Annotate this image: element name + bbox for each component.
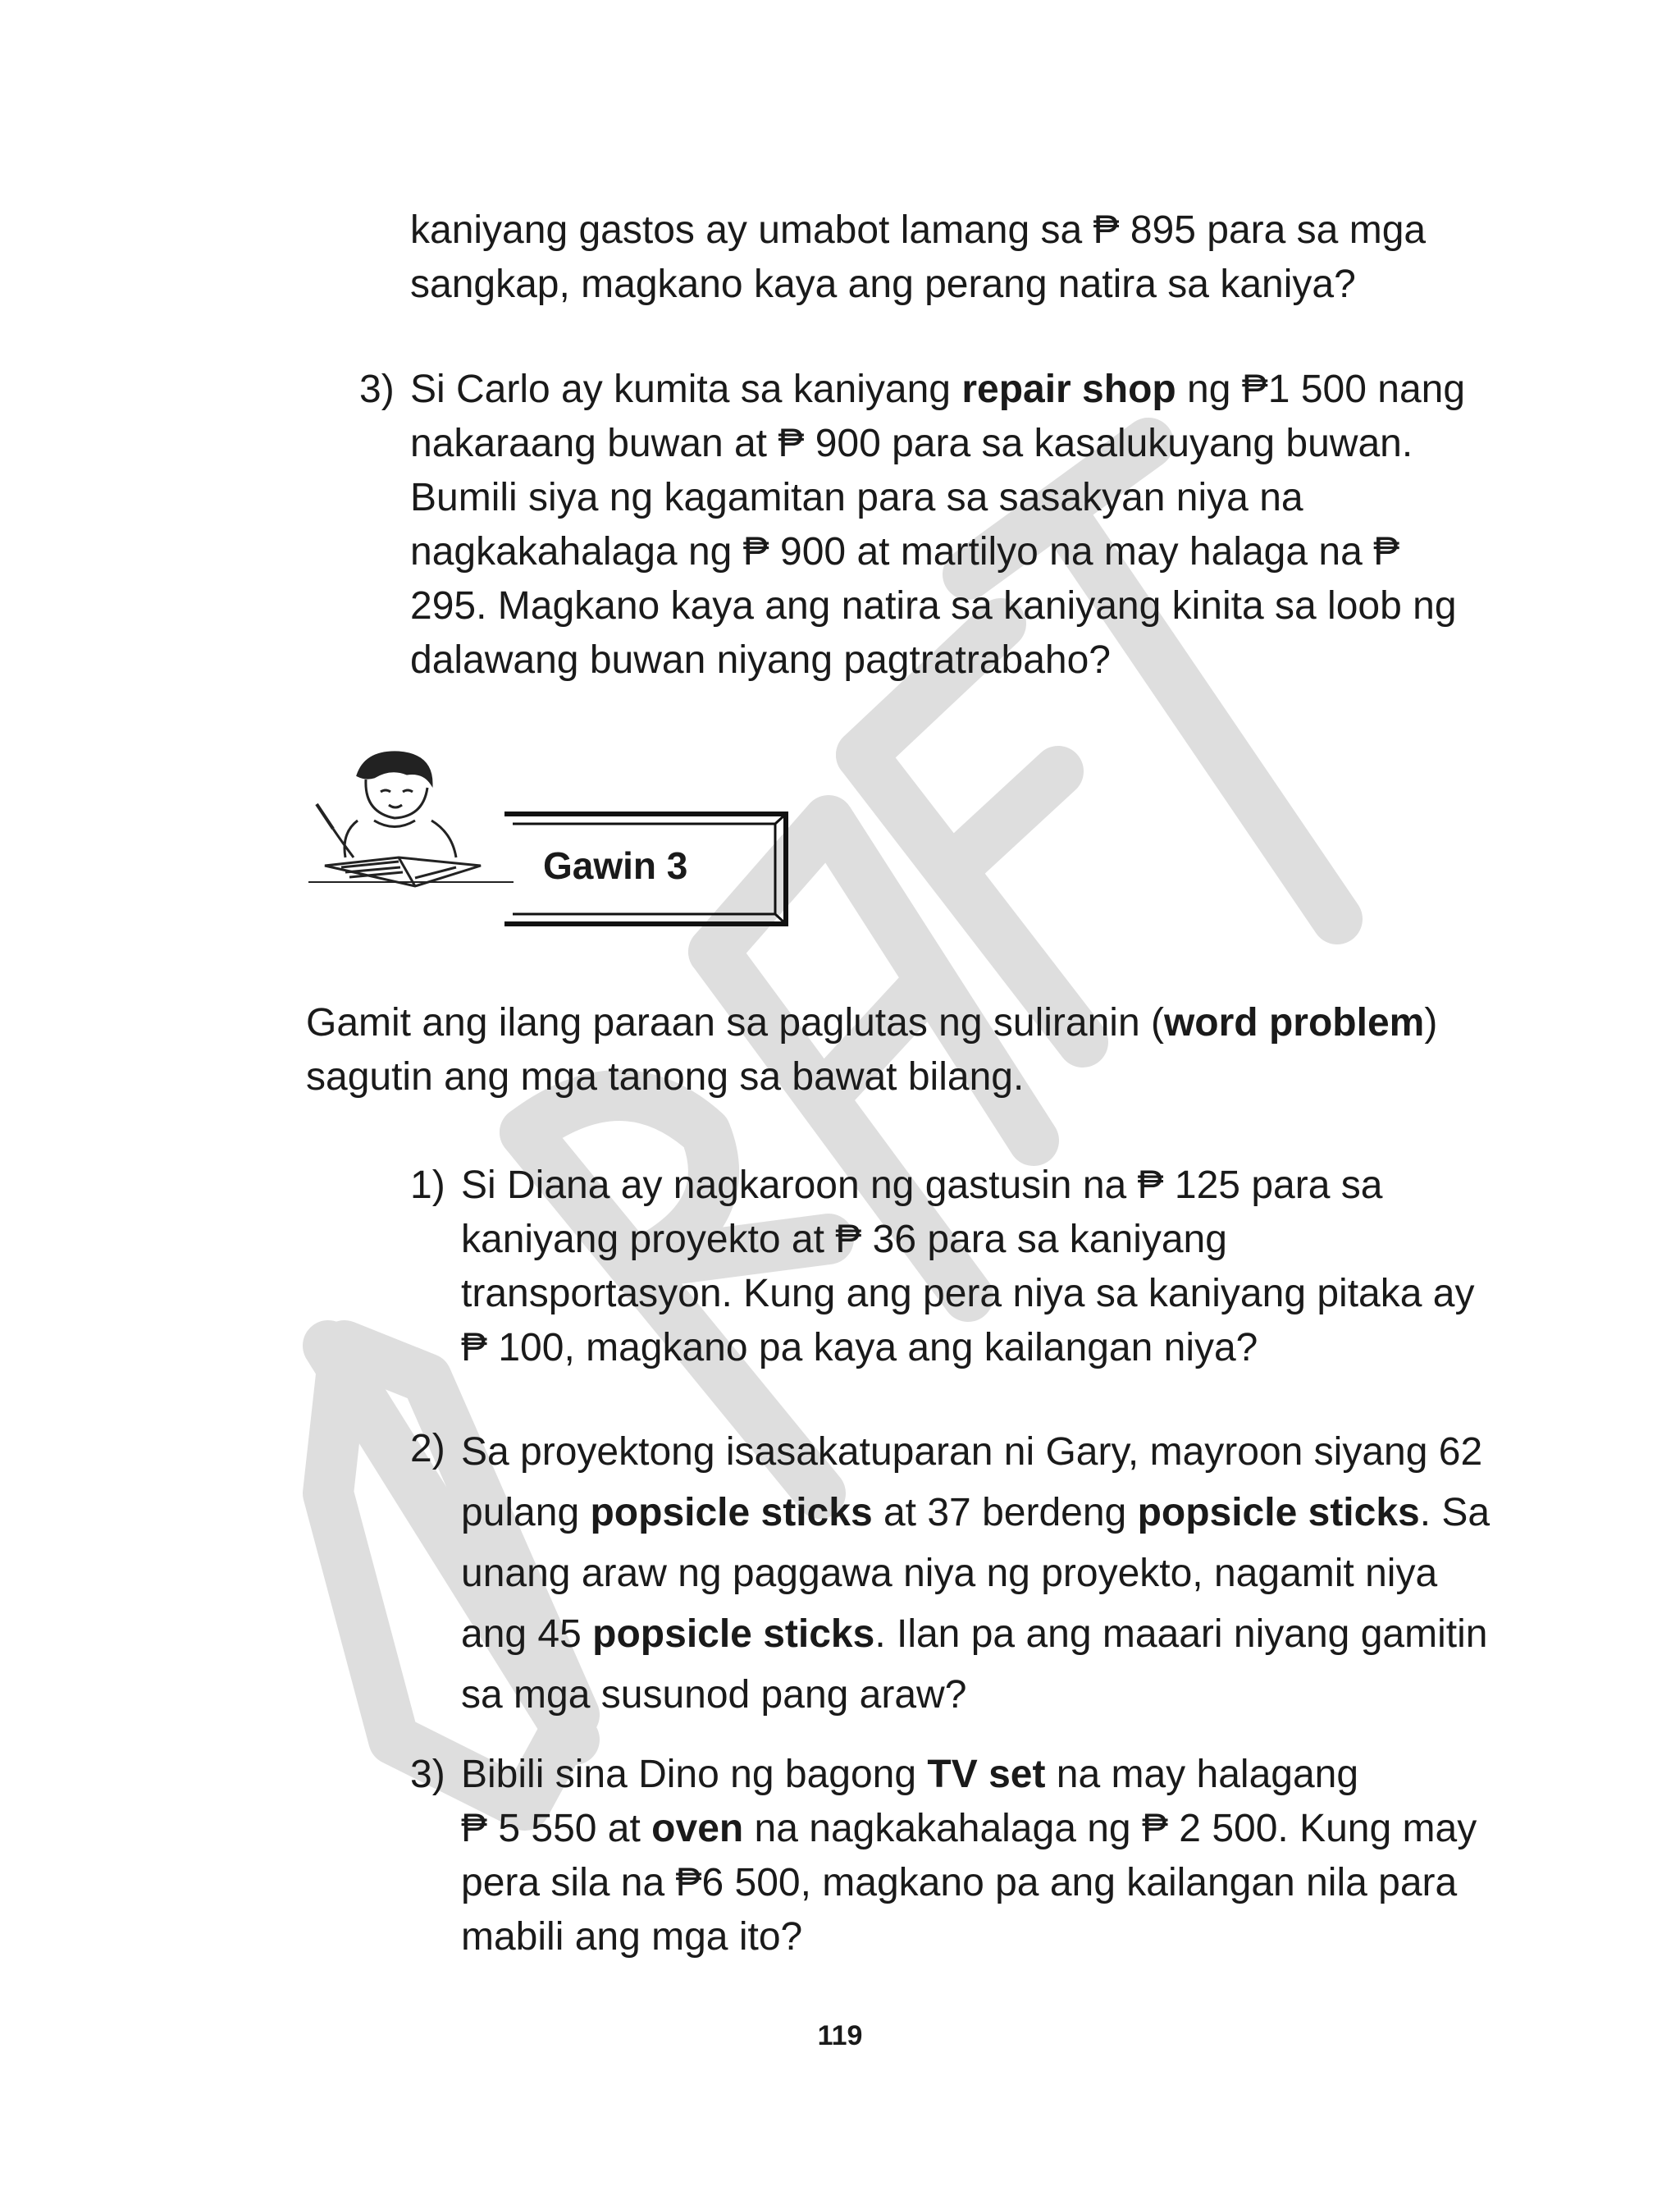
text-line: ang 45 popsicle sticks. Ilan pa ang maaari niyang gamitin — [461, 1612, 1488, 1656]
item-number: 3) — [359, 368, 395, 411]
item-number: 3) — [410, 1753, 445, 1796]
page-number: 119 — [817, 2020, 863, 2051]
text-line: nagkakahalaga ng ₱ 900 at martilyo na may halaga na ₱ — [410, 530, 1400, 574]
bold-term: popsicle sticks — [590, 1491, 873, 1534]
text-line: ₱ 100, magkano pa kaya ang kailangan niya? — [461, 1326, 1258, 1369]
text-line: Bibili sina Dino ng bagong TV set na may halagang — [461, 1753, 1359, 1796]
text-line: Si Diana ay nagkaroon ng gastusin na ₱ 125 para sa — [461, 1164, 1383, 1207]
bold-term: TV set — [927, 1753, 1046, 1796]
bold-term: popsicle sticks — [1137, 1491, 1420, 1534]
word-problem-dino — [461, 1748, 1477, 1964]
text-line: nakaraang buwan at ₱ 900 para sa kasalukuyang buwan. — [410, 422, 1413, 465]
text-line: kaniyang proyekto at ₱ 36 para sa kaniyang — [461, 1218, 1227, 1261]
text-line: pulang popsicle sticks at 37 berdeng popsicle sticks. Sa — [461, 1491, 1491, 1534]
text-line: dalawang buwan niyang pagtratrabaho? — [410, 638, 1111, 682]
item-number: 1) — [410, 1164, 445, 1207]
bold-term: popsicle sticks — [592, 1612, 875, 1656]
word-problem-gary — [461, 1422, 1490, 1726]
text-line: sangkap, magkano kaya ang perang natira sa kaniya? — [410, 263, 1356, 306]
word-problem-diana — [461, 1159, 1474, 1375]
instructions — [306, 996, 1437, 1104]
item-number: 2) — [410, 1427, 445, 1470]
boy-writing-icon — [308, 743, 514, 907]
text-line: Gamit ang ilang paraan sa paglutas ng suliranin (word problem) — [306, 1001, 1438, 1045]
bold-term: repair shop — [961, 368, 1176, 411]
text-line: ₱ 5 550 at oven na nagkakahalaga ng ₱ 2 500. Kung may — [461, 1807, 1477, 1850]
bold-term: oven — [651, 1807, 744, 1850]
bold-term: word problem — [1163, 1001, 1425, 1045]
text-line: Bumili siya ng kagamitan para sa sasakyan niya na — [410, 476, 1303, 519]
text-line: sa mga susunod pang araw? — [461, 1673, 967, 1717]
text-line: 295. Magkano kaya ang natira sa kaniyang kinita sa loob ng — [410, 584, 1457, 628]
activity-title: Gawin 3 — [543, 844, 688, 887]
text-line: Sa proyektong isasakatuparan ni Gary, mayroon siyang 62 — [461, 1430, 1483, 1474]
text-line: mabili ang mga ito? — [461, 1915, 803, 1959]
word-problem-carlo — [410, 363, 1465, 688]
text-line: unang araw ng paggawa niya ng proyekto, nagamit niya — [461, 1552, 1438, 1595]
text-line: kaniyang gastos ay umabot lamang sa ₱ 895 para sa mga — [410, 208, 1427, 252]
text-line: transportasyon. Kung ang pera niya sa kaniyang pitaka ay — [461, 1272, 1475, 1315]
text-line: pera sila na ₱6 500, magkano pa ang kailangan nila para — [461, 1861, 1458, 1904]
text-line: Si Carlo ay kumita sa kaniyang repair shop ng ₱1 500 nang — [410, 368, 1466, 411]
text-line: sagutin ang mga tanong sa bawat bilang. — [306, 1055, 1025, 1099]
continuation-text — [410, 203, 1426, 312]
